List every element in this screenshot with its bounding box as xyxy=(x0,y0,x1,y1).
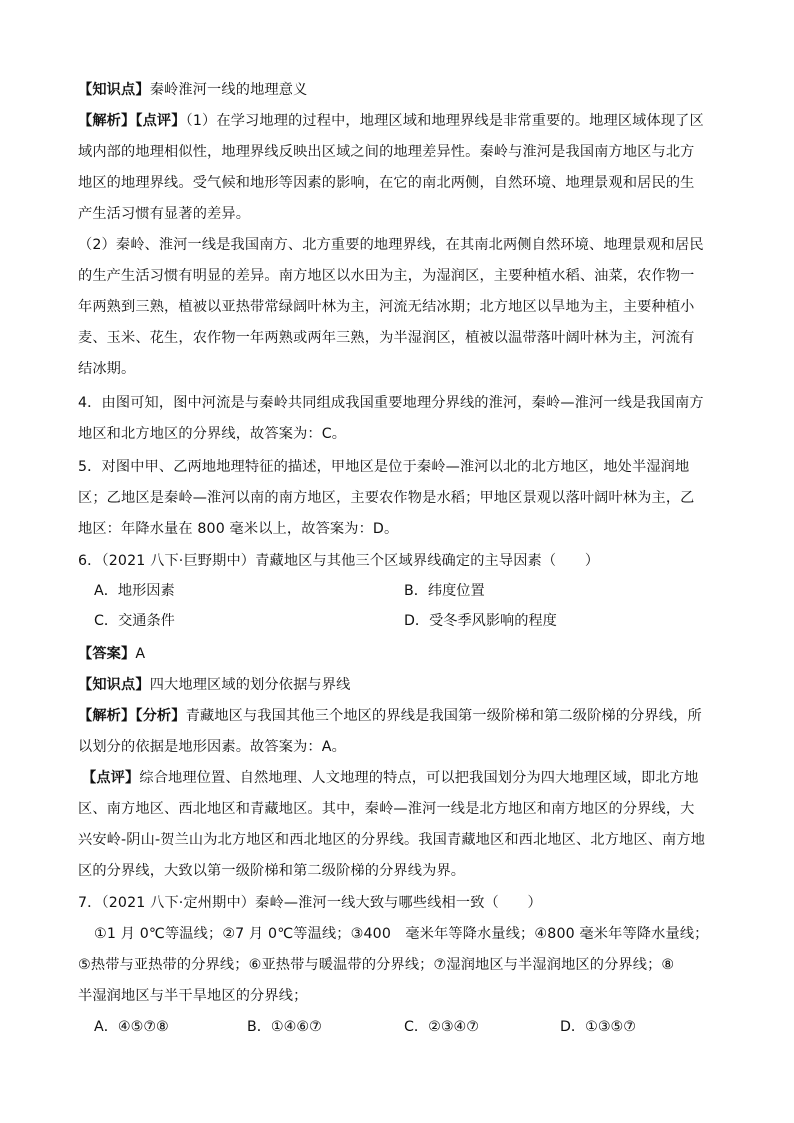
q3-paragraph2-line: 结冰期。 xyxy=(78,361,136,377)
q6-analysis-line: 以划分的依据是地形因素。故答案为：A。 xyxy=(78,739,346,755)
q7-items-line: 半湿润地区与半干旱地区的分界线； xyxy=(78,988,308,1004)
q6-option-d: D．受冬季风影响的程度 xyxy=(404,613,557,629)
q6-option-a: A．地形因素 xyxy=(94,583,175,599)
q5-line: 区；乙地区是秦岭—淮河以南的南方地区，主要农作物是水稻；甲地区景观以落叶阔叶林为主，乙 xyxy=(78,490,695,506)
q6-stem: 6．（2021 八下·巨野期中）青藏地区与其他三个区域界线确定的主导因素（ ） xyxy=(78,553,600,569)
q3-paragraph2-line: 的生产生活习惯有明显的差异。南方地区以水田为主，为湿润区，主要种植水稻、油菜，农作物一 xyxy=(78,268,695,284)
q7-option-b: B．①④⑥⑦ xyxy=(247,1019,322,1035)
q6-option-b: B．纬度位置 xyxy=(404,583,485,599)
q7-items-line: ①1 月 0℃等温线；②7 月 0℃等温线；③400 毫米年等降水量线；④800 毫米年等降水量线； xyxy=(94,926,709,942)
q6-knowledge-point xyxy=(78,675,350,695)
analysis-tag: 【解析】 xyxy=(78,113,136,129)
q4-line: 4．由图可知，图中河流是与秦岭共同组成我国重要地理分界线的淮河，秦岭—淮河一线是我国南方 xyxy=(78,395,704,411)
knowledge-text: 秦岭淮河一线的地理意义 xyxy=(149,82,308,98)
answer-tag: 【答案】 xyxy=(78,646,136,662)
analysis-text: 青藏地区与我国其他三个地区的界线是我国第一级阶梯和第二级阶梯的分界线，所 xyxy=(185,708,702,724)
q3-paragraph-line: 域内部的地理相似性，地理界线反映出区域之间的地理差异性。秦岭与淮河是我国南方地区与北方 xyxy=(78,144,695,160)
q5-line: 地区：年降水量在 800 毫米以上，故答案为：D。 xyxy=(78,521,399,537)
answer-text: A xyxy=(135,646,146,662)
comment-tag: 【点评】 xyxy=(135,113,186,129)
comment-tag: 【点评】 xyxy=(82,770,140,786)
q7-items-line: ⑤热带与亚热带的分界线；⑥亚热带与暖温带的分界线；⑦湿润地区与半湿润地区的分界线；⑧ xyxy=(78,957,675,973)
q7-stem: 7．（2021 八下·定州期中）秦岭—淮河一线大致与哪些线相一致（ ） xyxy=(78,895,542,911)
paragraph-text: （1）在学习地理的过程中，地理区域和地理界线是非常重要的。地理区域体现了区 xyxy=(185,113,704,129)
q3-paragraph2-line: （2）秦岭、淮河一线是我国南方、北方重要的地理界线，在其南北两侧自然环境、地理景观和居民 xyxy=(78,237,704,253)
q6-comment-line: 区的分界线，大致以第一级阶梯和第二级阶梯的分界线为界。 xyxy=(78,863,466,879)
q6-comment-line: 区、南方地区、西北地区和青藏地区。其中，秦岭—淮河一线是北方地区和南方地区的分界线，大 xyxy=(78,801,695,817)
q3-paragraph2-line: 麦、玉米、花生，农作物一年两熟或两年三熟，为半湿润区，植被以温带落叶阔叶林为主，河流有 xyxy=(78,330,695,346)
q7-option-d: D．①③⑤⑦ xyxy=(560,1019,636,1035)
q5-line: 5．对图中甲、乙两地地理特征的描述，甲地区是位于秦岭—淮河以北的北方地区，地处半湿润地 xyxy=(78,459,690,475)
knowledge-tag: 【知识点】 xyxy=(78,677,150,693)
q7-option-c: C．②③④⑦ xyxy=(404,1019,479,1035)
q6-analysis-line-1 xyxy=(78,706,702,726)
analysis-tag: 【解析】 xyxy=(78,708,136,724)
reasoning-tag: 【分析】 xyxy=(135,708,186,724)
knowledge-tag: 【知识点】 xyxy=(78,82,150,98)
comment-text: 综合地理位置、自然地理、人文地理的特点，可以把我国划分为四大地理区域，即北方地 xyxy=(139,770,699,786)
q6-option-c: C．交通条件 xyxy=(94,613,175,629)
q3-knowledge-point xyxy=(78,80,307,100)
q6-comment-line-1 xyxy=(82,768,699,788)
q6-answer xyxy=(78,644,145,664)
q7-option-a: A．④⑤⑦⑧ xyxy=(94,1019,169,1035)
q6-comment-line: 兴安岭-阴山-贺兰山为北方地区和西北地区的分界线。我国青藏地区和西北地区、北方地区、南方地 xyxy=(78,832,706,848)
q3-paragraph2-line: 年两熟到三熟，植被以亚热带常绿阔叶林为主，河流无结冰期；北方地区以旱地为主，主要种植小 xyxy=(78,299,695,315)
q4-line: 地区和北方地区的分界线，故答案为：C。 xyxy=(78,426,347,442)
knowledge-text: 四大地理区域的划分依据与界线 xyxy=(149,677,351,693)
q3-paragraph-line: 产生活习惯有显著的差异。 xyxy=(78,206,251,222)
q3-analysis-line-1 xyxy=(78,111,704,131)
q3-paragraph-line: 地区的地理界线。受气候和地形等因素的影响，在它的南北两侧，自然环境、地理景观和居民的生 xyxy=(78,175,695,191)
